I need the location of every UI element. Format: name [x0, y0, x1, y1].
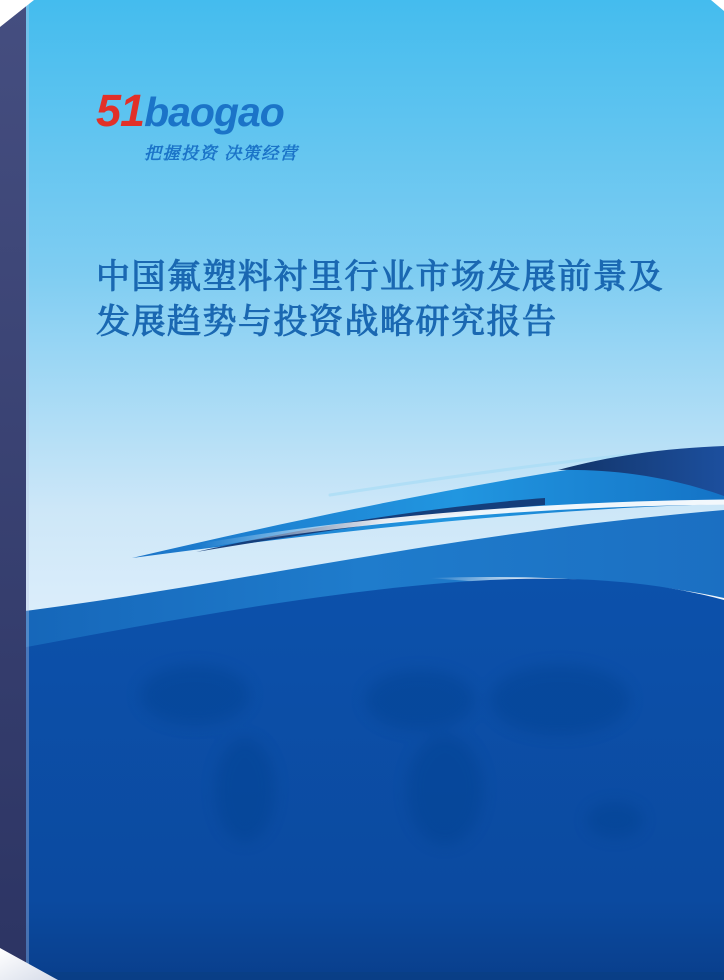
brand-tagline: 把握投资 决策经营	[144, 144, 299, 163]
report-title	[96, 255, 696, 345]
book-spine	[0, 0, 26, 980]
logo-baogao-text: baogao	[144, 89, 284, 135]
report-title-line2: 发展趋势与投资战略研究报告	[96, 303, 558, 341]
report-title-line1: 中国氟塑料衬里行业市场发展前景及	[96, 258, 664, 296]
brand-logo	[96, 85, 299, 164]
logo-51-mark: 51	[96, 85, 145, 136]
bottom-edge-shade	[0, 972, 724, 980]
book-spine-edge-highlight	[26, 0, 29, 980]
logo-wordmark	[96, 85, 298, 136]
deep-wave-mass	[0, 579, 724, 980]
